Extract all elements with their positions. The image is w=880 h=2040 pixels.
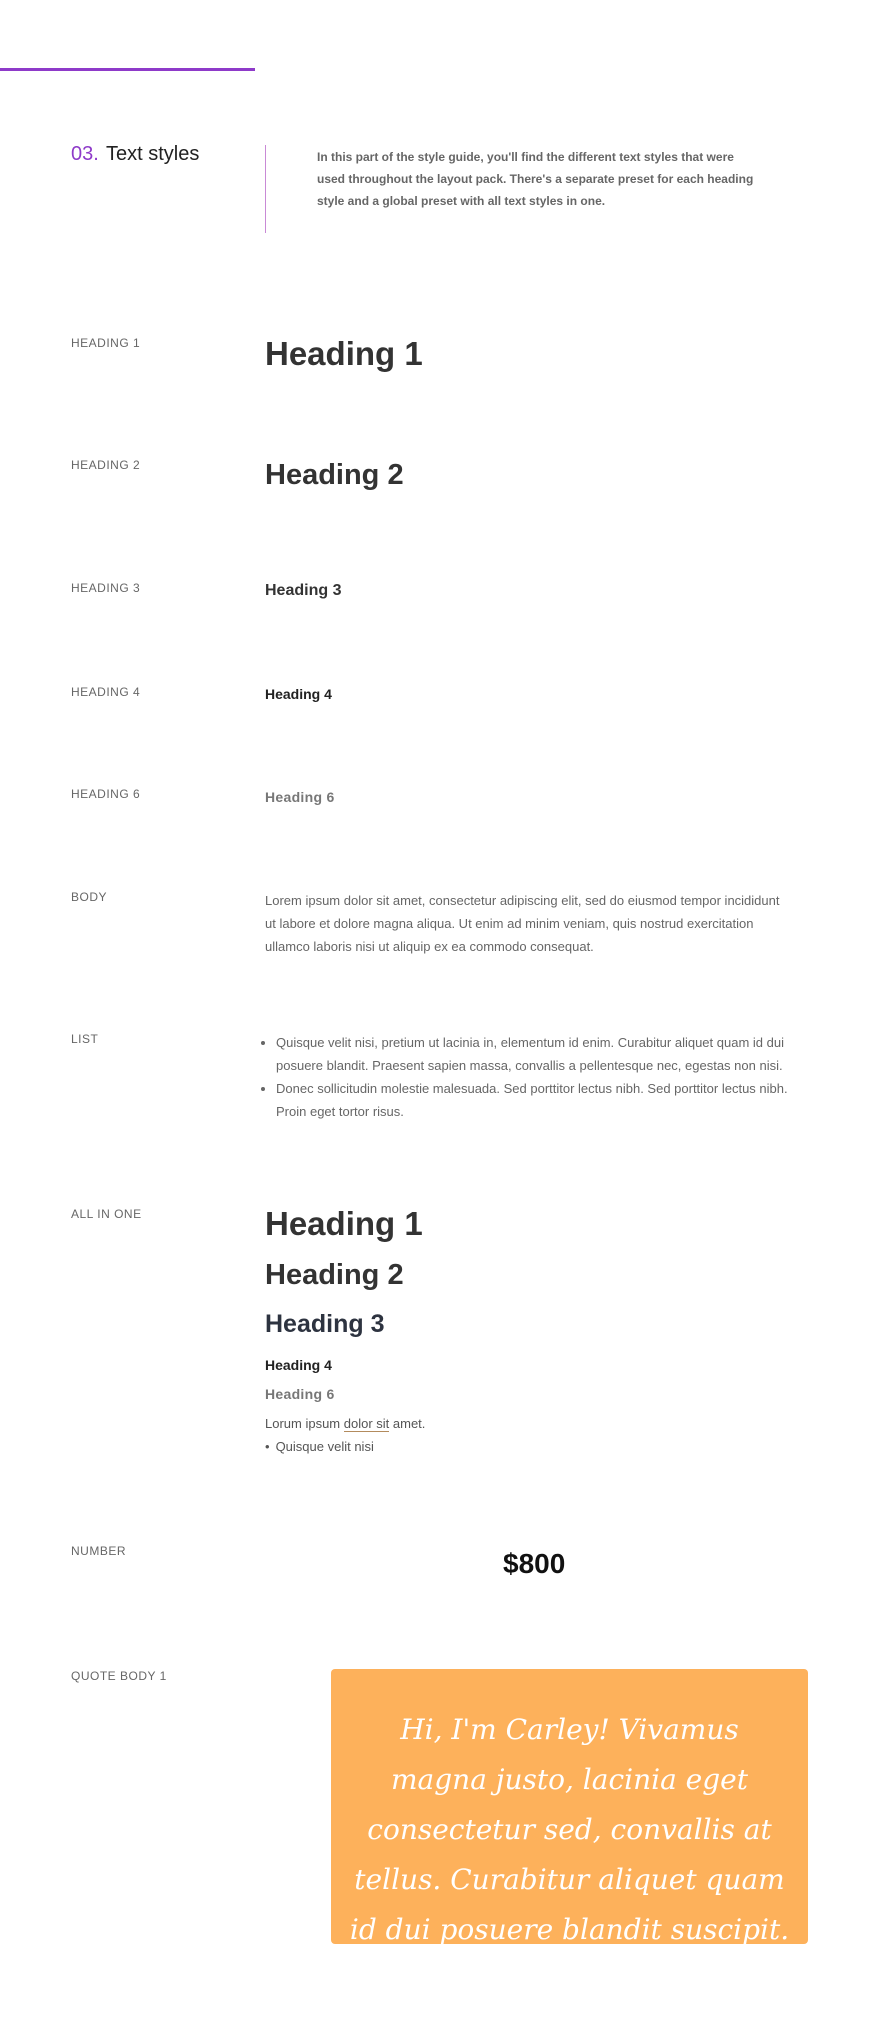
label-heading-1: HEADING 1 <box>71 336 141 350</box>
aio-heading-2: Heading 2 <box>265 1259 404 1291</box>
aio-body-suffix: amet. <box>389 1416 426 1431</box>
aio-body <box>265 1416 425 1431</box>
aio-body-prefix: Lorum ipsum <box>265 1416 344 1431</box>
quote-box <box>331 1669 808 1944</box>
aio-list-item: Quisque velit nisi <box>275 1439 374 1454</box>
vertical-divider <box>265 145 266 233</box>
sample-heading-1: Heading 1 <box>265 335 423 372</box>
aio-heading-4: Heading 4 <box>265 1357 332 1373</box>
label-body: BODY <box>71 890 108 904</box>
aio-heading-1: Heading 1 <box>265 1205 423 1242</box>
sample-body: Lorem ipsum dolor sit amet, consectetur adipiscing elit, sed do eiusmod tempor incididunt ut labore et dolore magna aliqua. Ut enim ad minim veniam, quis nostrud exercitation ullamco laboris nisi ut aliquip ex ea commodo consequat. <box>265 893 780 954</box>
accent-bar <box>0 68 255 71</box>
quote-text: Hi, I'm Carley! Vivamus magna justo, lacinia eget consectetur sed, convallis at tellus. Curabitur aliquet quam id dui posuere blandit suscipit. <box>349 1713 790 1946</box>
sample-heading-6: Heading 6 <box>265 789 335 805</box>
aio-list <box>265 1439 374 1454</box>
label-heading-6: HEADING 6 <box>71 787 141 801</box>
sample-list-wrapper <box>265 1031 801 1123</box>
section-intro: In this part of the style guide, you'll find the different text styles that were used throughout the layout pack. There's a separate preset for each heading style and a global preset with all text styles in one. <box>317 150 754 208</box>
aio-heading-6: Heading 6 <box>265 1386 335 1402</box>
sample-heading-3: Heading 3 <box>265 582 342 599</box>
section-number: 03. <box>71 143 99 165</box>
label-heading-2: HEADING 2 <box>71 458 141 472</box>
number-sample: $800 <box>503 1548 566 1579</box>
label-number: NUMBER <box>71 1544 127 1558</box>
label-heading-4: HEADING 4 <box>71 685 141 699</box>
section-title-text: Text styles <box>106 143 200 165</box>
section-title <box>71 143 199 166</box>
label-list: LIST <box>71 1032 99 1046</box>
aio-heading-3: Heading 3 <box>265 1310 385 1338</box>
label-heading-3: HEADING 3 <box>71 581 141 595</box>
label-all-in-one: ALL IN ONE <box>71 1207 142 1221</box>
sample-heading-2: Heading 2 <box>265 459 404 491</box>
sample-list <box>265 1031 801 1123</box>
list-item: • Donec sollicitudin molestie malesuada. Sed porttitor lectus nibh. Sed porttitor lectus nibh. Proin eget tortor risus. <box>276 1077 801 1123</box>
bullet-icon: • <box>265 1439 270 1454</box>
aio-body-link[interactable]: dolor sit <box>343 1416 390 1431</box>
sample-heading-4: Heading 4 <box>265 686 332 702</box>
list-item: • Quisque velit nisi, pretium ut lacinia in, elementum id enim. Curabitur aliquet quam id dui posuere blandit. Praesent sapien massa, convallis a pellentesque nec, egestas non nisi. <box>276 1031 801 1077</box>
label-quote-body-1: QUOTE BODY 1 <box>71 1669 167 1683</box>
